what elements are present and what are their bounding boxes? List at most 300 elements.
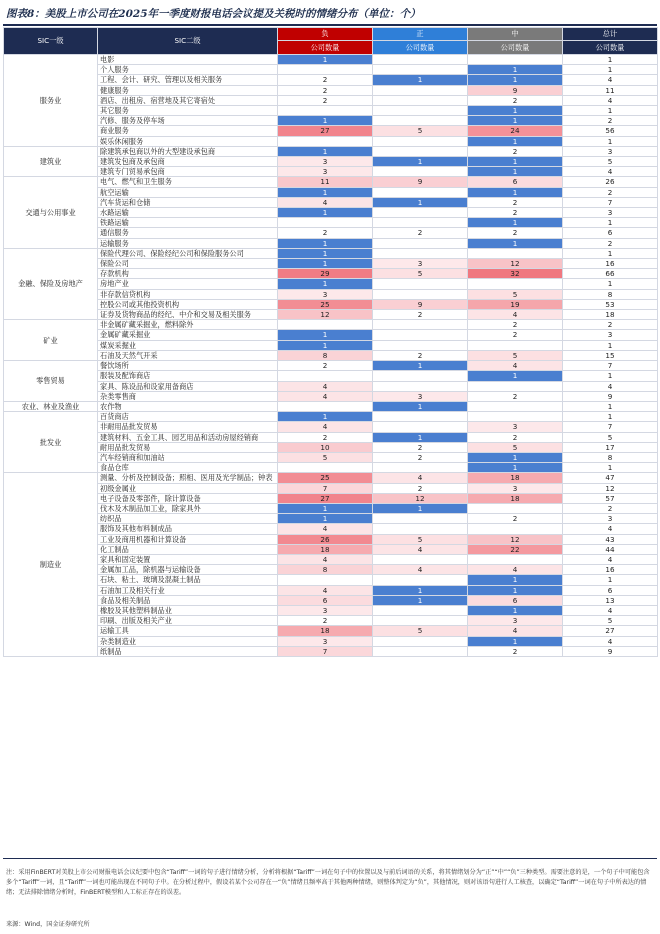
positive-count-cell: 4 [373,473,468,483]
total-count-cell: 1 [563,55,658,65]
positive-count-cell [373,616,468,626]
sic2-cell: 测量、分析及控制设备；照相、医用及光学制品；钟表 [98,473,278,483]
sic2-cell: 航空运输 [98,187,278,197]
total-count-cell: 16 [563,565,658,575]
sic2-cell: 石块、粘土、玻璃及混凝土制品 [98,575,278,585]
positive-count-cell: 1 [373,432,468,442]
sic2-cell: 健康服务 [98,85,278,95]
negative-count-cell: 26 [278,534,373,544]
positive-count-cell: 9 [373,299,468,309]
sic2-cell: 汽修、服务及停车场 [98,116,278,126]
total-count-cell: 5 [563,432,658,442]
negative-count-cell: 1 [278,279,373,289]
negative-count-cell: 10 [278,442,373,452]
neutral-count-cell: 2 [468,208,563,218]
table-row [4,330,658,340]
total-count-cell: 1 [563,412,658,422]
table-row [4,208,658,218]
positive-count-cell: 4 [373,544,468,554]
table-row [4,636,658,646]
positive-count-cell [373,136,468,146]
neutral-count-cell: 3 [468,616,563,626]
sic1-cell: 零售贸易 [4,361,98,402]
header-count-positive: 公司数量 [373,41,468,55]
sic2-cell: 电影 [98,55,278,65]
header-sic1: SIC一级 [4,28,98,55]
total-count-cell: 3 [563,514,658,524]
total-count-cell: 2 [563,320,658,330]
sic2-cell: 食品及相关制品 [98,595,278,605]
table-row [4,279,658,289]
negative-count-cell: 4 [278,585,373,595]
negative-count-cell: 4 [278,422,373,432]
positive-count-cell [373,371,468,381]
sic1-cell: 批发业 [4,412,98,473]
sic1-cell: 服务业 [4,55,98,147]
neutral-count-cell: 22 [468,544,563,554]
notes: 注：采用FinBERT对美股上市公司财报电话会议纪要中包含“Tariff”一词的句子进行情绪分析，分析将根据“Tariff”一词在句子中的位置以及与前后词语的关系，将其情绪划分为“正”“中”“负”三种类型。需要注意的是，一个句子中可能包含多个“Tariff”一词，且“Tariff”一词也可能出现在不同句子中。在分析过程中，假设若某个公司存在一“负”情绪且频率高于其他两种情绪，则整体判定为“负”，其他情况，则对该语句进行人工核查，以确定“Tariff”一词在句子中所表达的情绪；无法排除情绪分析时，FinBERT模型和人工标正存在的误差。 [6,869,650,896]
sic2-cell: 建筑发包商及承包商 [98,157,278,167]
sic2-cell: 化工制品 [98,544,278,554]
sic2-cell: 服装及配饰商店 [98,371,278,381]
neutral-count-cell [468,412,563,422]
sic2-cell: 石油加工及相关行业 [98,585,278,595]
positive-count-cell [373,554,468,564]
sic2-cell: 食品仓库 [98,463,278,473]
neutral-count-cell: 12 [468,259,563,269]
sic1-cell: 金融、保险及房地产 [4,248,98,319]
total-count-cell: 1 [563,65,658,75]
neutral-count-cell: 4 [468,626,563,636]
negative-count-cell: 1 [278,503,373,513]
positive-count-cell [373,146,468,156]
figure-title: 图表8：美股上市公司在2025年一季度财报电话会议提及关税时的情绪分布（单位：个） [6,8,421,20]
sic2-cell: 非金属矿藏采掘业，燃料除外 [98,320,278,330]
neutral-count-cell: 1 [468,463,563,473]
total-count-cell: 43 [563,534,658,544]
positive-count-cell [373,279,468,289]
table-row [4,524,658,534]
total-count-cell: 47 [563,473,658,483]
total-count-cell: 1 [563,401,658,411]
negative-count-cell: 7 [278,646,373,656]
header-neutral: 中 [468,28,563,41]
total-count-cell: 27 [563,626,658,636]
sic2-cell: 除建筑承包商以外的大型建设承包商 [98,146,278,156]
table-row [4,299,658,309]
neutral-count-cell: 1 [468,585,563,595]
table-row [4,136,658,146]
negative-count-cell: 27 [278,493,373,503]
positive-count-cell: 2 [373,442,468,452]
negative-count-cell: 25 [278,299,373,309]
positive-count-cell [373,422,468,432]
negative-count-cell: 27 [278,126,373,136]
table-row [4,228,658,238]
table-row [4,310,658,320]
neutral-count-cell: 1 [468,167,563,177]
table-row [4,259,658,269]
total-count-cell: 1 [563,218,658,228]
positive-count-cell [373,412,468,422]
neutral-count-cell: 18 [468,493,563,503]
negative-count-cell: 1 [278,259,373,269]
sic2-cell: 汽车经销商和加油站 [98,452,278,462]
positive-count-cell [373,106,468,116]
table-row [4,248,658,258]
table-row [4,187,658,197]
sic2-cell: 铁路运输 [98,218,278,228]
table-row [4,401,658,411]
negative-count-cell: 1 [278,146,373,156]
neutral-count-cell: 1 [468,371,563,381]
total-count-cell: 4 [563,636,658,646]
table-row [4,503,658,513]
sic2-cell: 工业及商用机器和计算设备 [98,534,278,544]
positive-count-cell [373,85,468,95]
neutral-count-cell: 4 [468,310,563,320]
header-count-neutral: 公司数量 [468,41,563,55]
total-count-cell: 44 [563,544,658,554]
positive-count-cell [373,65,468,75]
negative-count-cell: 1 [278,514,373,524]
neutral-count-cell: 2 [468,646,563,656]
table-row [4,463,658,473]
sic2-cell: 家具和固定装置 [98,554,278,564]
positive-count-cell [373,238,468,248]
total-count-cell: 8 [563,452,658,462]
negative-count-cell [278,575,373,585]
neutral-count-cell: 1 [468,75,563,85]
table-row [4,95,658,105]
positive-count-cell: 5 [373,534,468,544]
total-count-cell: 26 [563,177,658,187]
table-row [4,565,658,575]
total-count-cell: 11 [563,85,658,95]
sic2-cell: 控股公司或其他投资机构 [98,299,278,309]
negative-count-cell: 29 [278,269,373,279]
negative-count-cell: 5 [278,452,373,462]
total-count-cell: 9 [563,391,658,401]
total-count-cell: 7 [563,361,658,371]
header-sic2: SIC二级 [98,28,278,55]
total-count-cell: 15 [563,350,658,360]
neutral-count-cell: 5 [468,442,563,452]
table-row [4,197,658,207]
sic2-cell: 伐木及木制品加工业，除家具外 [98,503,278,513]
sic2-cell: 酒店、出租房、宿营地及其它寄宿处 [98,95,278,105]
total-count-cell: 1 [563,575,658,585]
positive-count-cell: 1 [373,503,468,513]
table-row [4,595,658,605]
table-row [4,422,658,432]
table-row [4,238,658,248]
table-row [4,493,658,503]
negative-count-cell: 8 [278,350,373,360]
total-count-cell: 8 [563,289,658,299]
negative-count-cell: 12 [278,310,373,320]
total-count-cell: 66 [563,269,658,279]
positive-count-cell: 2 [373,228,468,238]
negative-count-cell [278,371,373,381]
sic2-cell: 服饰及其他布料制成品 [98,524,278,534]
positive-count-cell [373,208,468,218]
sic2-cell: 橡胶及其他塑料制品业 [98,605,278,615]
neutral-count-cell: 3 [468,422,563,432]
negative-count-cell: 2 [278,85,373,95]
total-count-cell: 7 [563,197,658,207]
table-row [4,116,658,126]
sic2-cell: 百货商店 [98,412,278,422]
header-count-total: 公司数量 [563,41,658,55]
total-count-cell: 5 [563,616,658,626]
negative-count-cell [278,106,373,116]
positive-count-cell [373,248,468,258]
positive-count-cell: 5 [373,126,468,136]
neutral-count-cell: 4 [468,565,563,575]
sic1-cell: 制造业 [4,473,98,657]
total-count-cell: 2 [563,187,658,197]
table-row [4,269,658,279]
sic2-cell: 其它服务 [98,106,278,116]
sic2-cell: 保险公司 [98,259,278,269]
negative-count-cell: 18 [278,626,373,636]
negative-count-cell: 2 [278,361,373,371]
neutral-count-cell: 1 [468,157,563,167]
positive-count-cell: 2 [373,310,468,320]
table-row [4,483,658,493]
negative-count-cell: 2 [278,95,373,105]
sic2-cell: 家具、陈设品和设家用备商店 [98,381,278,391]
negative-count-cell [278,401,373,411]
neutral-count-cell [468,381,563,391]
total-count-cell: 4 [563,75,658,85]
sic2-cell: 存款机构 [98,269,278,279]
title-rule [3,24,657,26]
total-count-cell: 17 [563,442,658,452]
positive-count-cell [373,320,468,330]
table-body [4,55,658,657]
negative-count-cell: 4 [278,391,373,401]
table-row [4,575,658,585]
positive-count-cell: 1 [373,157,468,167]
total-count-cell: 16 [563,259,658,269]
positive-count-cell: 3 [373,259,468,269]
total-count-cell: 18 [563,310,658,320]
neutral-count-cell: 1 [468,65,563,75]
table-row [4,554,658,564]
table-row [4,616,658,626]
negative-count-cell: 11 [278,177,373,187]
negative-count-cell: 1 [278,248,373,258]
neutral-count-cell: 5 [468,289,563,299]
negative-count-cell: 4 [278,554,373,564]
total-count-cell: 4 [563,524,658,534]
neutral-count-cell [468,554,563,564]
table-row [4,75,658,85]
sic2-cell: 煤炭采掘业 [98,340,278,350]
table-row [4,544,658,554]
sic1-cell: 交通与公用事业 [4,177,98,248]
neutral-count-cell: 2 [468,391,563,401]
positive-count-cell: 2 [373,452,468,462]
sic2-cell: 非耐用品批发贸易 [98,422,278,432]
negative-count-cell: 6 [278,595,373,605]
sic2-cell: 通信服务 [98,228,278,238]
negative-count-cell [278,65,373,75]
total-count-cell: 1 [563,340,658,350]
neutral-count-cell: 9 [468,85,563,95]
sic2-cell: 证券及货物商品的经纪、中介和交易及相关服务 [98,310,278,320]
sic2-cell: 娱乐休闲服务 [98,136,278,146]
total-count-cell: 1 [563,463,658,473]
total-count-cell: 7 [563,422,658,432]
positive-count-cell: 12 [373,493,468,503]
table-row [4,473,658,483]
positive-count-cell [373,514,468,524]
total-count-cell: 6 [563,585,658,595]
positive-count-cell [373,636,468,646]
neutral-count-cell [468,340,563,350]
positive-count-cell [373,187,468,197]
table-row [4,55,658,65]
neutral-count-cell: 1 [468,636,563,646]
table-row [4,320,658,330]
total-count-cell: 3 [563,330,658,340]
positive-count-cell: 1 [373,361,468,371]
table-row [4,85,658,95]
total-count-cell: 2 [563,503,658,513]
table-row [4,157,658,167]
negative-count-cell: 1 [278,330,373,340]
table-row [4,452,658,462]
positive-count-cell: 5 [373,626,468,636]
table-row [4,585,658,595]
neutral-count-cell: 32 [468,269,563,279]
table-row [4,432,658,442]
sic2-cell: 商业服务 [98,126,278,136]
table-row [4,218,658,228]
negative-count-cell: 3 [278,636,373,646]
sic2-cell: 汽车货运和仓储 [98,197,278,207]
neutral-count-cell: 1 [468,575,563,585]
total-count-cell: 4 [563,95,658,105]
sic2-cell: 纸制品 [98,646,278,656]
negative-count-cell: 3 [278,605,373,615]
neutral-count-cell: 2 [468,146,563,156]
positive-count-cell [373,381,468,391]
table-row [4,391,658,401]
table-row [4,177,658,187]
positive-count-cell [373,646,468,656]
table-row [4,442,658,452]
sic2-cell: 建筑专门贸易承包商 [98,167,278,177]
total-count-cell: 56 [563,126,658,136]
sic2-cell: 工程、会计、研究、管理以及相关服务 [98,75,278,85]
positive-count-cell [373,605,468,615]
negative-count-cell: 1 [278,238,373,248]
table-row [4,289,658,299]
negative-count-cell: 1 [278,208,373,218]
table-row [4,167,658,177]
positive-count-cell [373,95,468,105]
total-count-cell: 13 [563,595,658,605]
total-count-cell: 4 [563,381,658,391]
sic1-cell: 农业、林业及渔业 [4,401,98,411]
header-count-negative: 公司数量 [278,41,373,55]
sentiment-table [3,27,658,657]
positive-count-cell: 2 [373,483,468,493]
negative-count-cell: 1 [278,116,373,126]
neutral-count-cell: 2 [468,432,563,442]
sic2-cell: 耐用品批发贸易 [98,442,278,452]
total-count-cell: 53 [563,299,658,309]
sic1-cell: 矿业 [4,320,98,361]
neutral-count-cell: 2 [468,330,563,340]
table-row [4,340,658,350]
positive-count-cell [373,463,468,473]
negative-count-cell [278,320,373,330]
neutral-count-cell: 1 [468,218,563,228]
negative-count-cell: 25 [278,473,373,483]
neutral-count-cell [468,503,563,513]
positive-count-cell [373,575,468,585]
total-count-cell: 4 [563,605,658,615]
neutral-count-cell: 1 [468,452,563,462]
sic2-cell: 运输服务 [98,238,278,248]
sic2-cell: 运输工具 [98,626,278,636]
negative-count-cell [278,136,373,146]
negative-count-cell: 1 [278,187,373,197]
neutral-count-cell: 1 [468,238,563,248]
negative-count-cell: 1 [278,340,373,350]
sic1-cell: 建筑业 [4,146,98,177]
positive-count-cell [373,55,468,65]
header-negative: 负 [278,28,373,41]
positive-count-cell: 1 [373,595,468,605]
negative-count-cell: 2 [278,432,373,442]
total-count-cell: 1 [563,106,658,116]
footer-rule [3,858,657,859]
total-count-cell: 4 [563,167,658,177]
neutral-count-cell: 1 [468,187,563,197]
table-row [4,350,658,360]
table-row [4,534,658,544]
sic2-cell: 农作物 [98,401,278,411]
table-row [4,605,658,615]
negative-count-cell: 7 [278,483,373,493]
positive-count-cell: 1 [373,197,468,207]
negative-count-cell: 4 [278,524,373,534]
neutral-count-cell [468,279,563,289]
neutral-count-cell: 2 [468,514,563,524]
negative-count-cell: 3 [278,167,373,177]
sic2-cell: 杂类制造业 [98,636,278,646]
total-count-cell: 3 [563,146,658,156]
neutral-count-cell: 4 [468,361,563,371]
negative-count-cell [278,218,373,228]
total-count-cell: 2 [563,116,658,126]
neutral-count-cell: 18 [468,473,563,483]
positive-count-cell [373,340,468,350]
sic2-cell: 杂类零售商 [98,391,278,401]
total-count-cell: 5 [563,157,658,167]
neutral-count-cell [468,55,563,65]
positive-count-cell: 3 [373,391,468,401]
neutral-count-cell [468,524,563,534]
total-count-cell: 1 [563,136,658,146]
sic2-cell: 初级金属业 [98,483,278,493]
